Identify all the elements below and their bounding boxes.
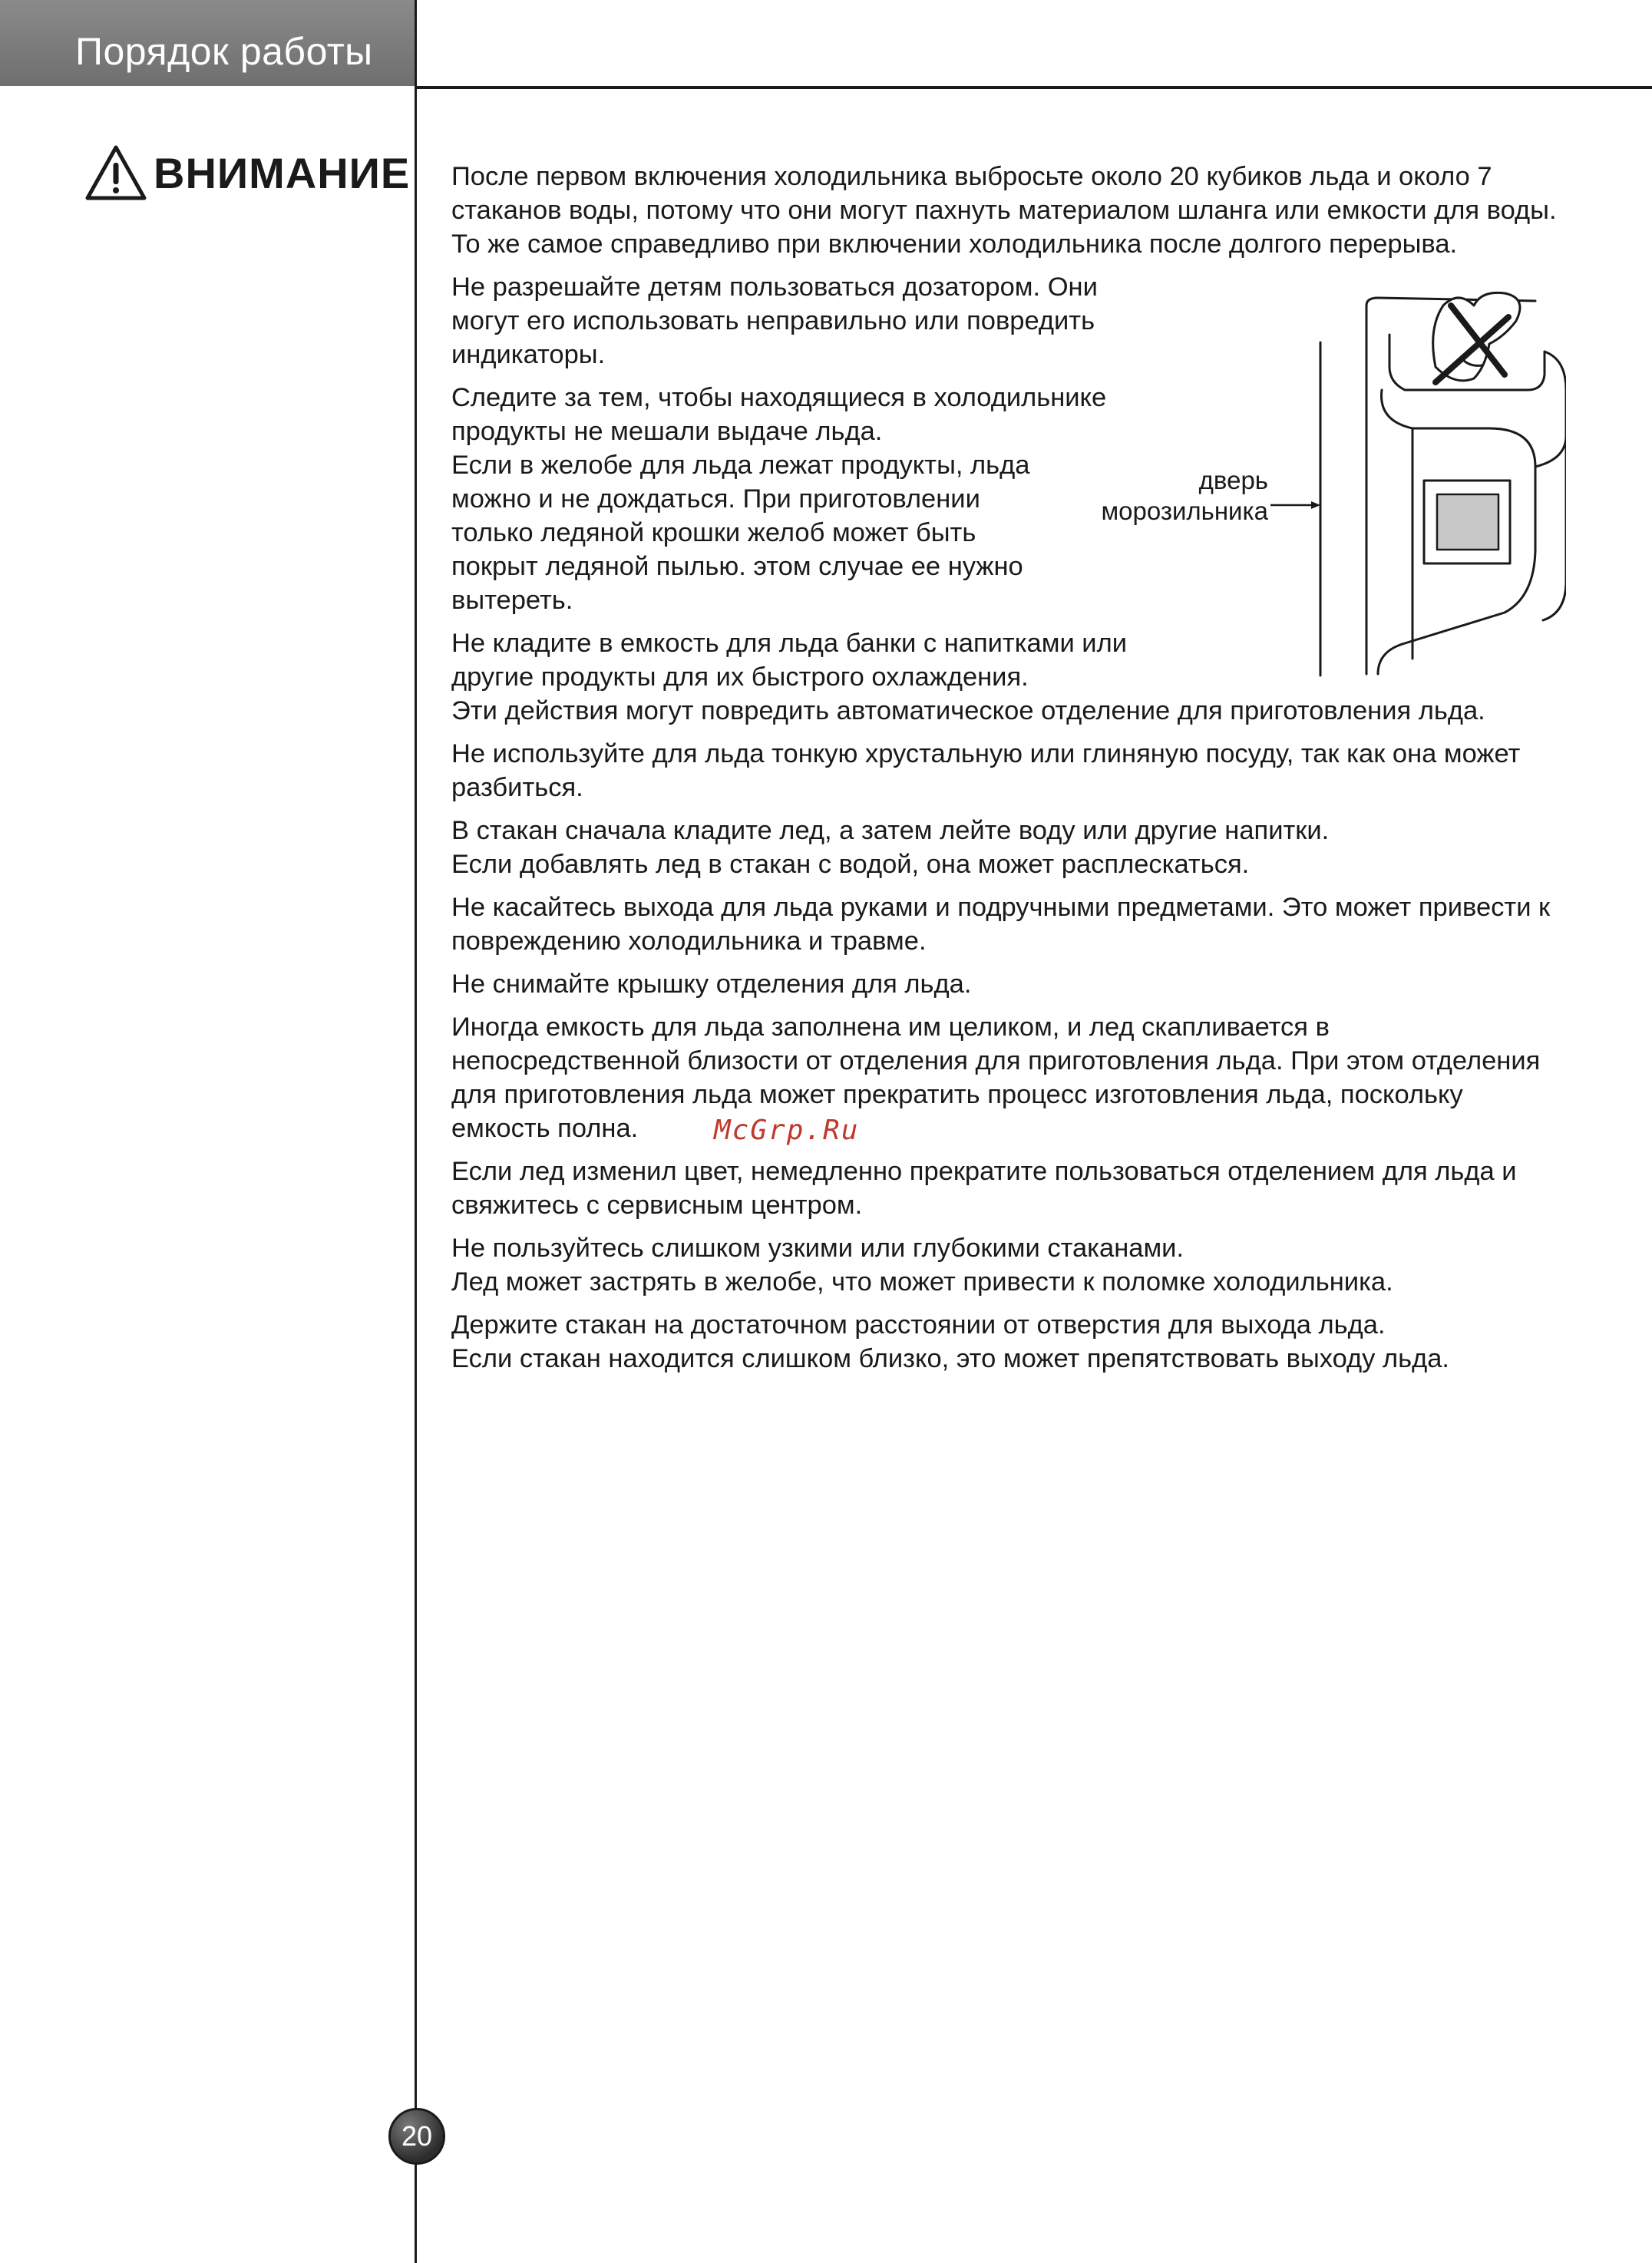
paragraph: Не кладите в емкость для льда банки с напитками или другие продукты для их быстрого охлаждения. [451, 629, 1127, 692]
label-line-1: дверь [1198, 466, 1268, 494]
paragraph: Лед может застрять в желобе, что может привести к поломке холодильника. [451, 1267, 1393, 1297]
paragraph: Если добавлять лед в стакан с водой, она может расплескаться. [451, 850, 1250, 879]
page-number: 20 [388, 2108, 445, 2165]
paragraph: Следите за тем, чтобы находящиеся в холодильнике продукты не мешали выдаче льда. [451, 383, 1107, 446]
label-line-2: морозильника [1101, 497, 1268, 525]
warning-triangle-icon [84, 144, 147, 201]
freezer-door-label [1075, 465, 1268, 527]
vertical-divider [415, 0, 417, 2263]
paragraph: Если лед изменил цвет, немедленно прекратите пользоваться отделением для льда и свяжитесь с сервисным центром. [451, 1157, 1517, 1220]
warning-heading [84, 144, 410, 201]
paragraph: Держите стакан на достаточном расстоянии от отверстия для выхода льда. [451, 1310, 1386, 1340]
watermark: McGrp.Ru [714, 1115, 860, 1146]
header-divider [415, 86, 1652, 89]
freezer-door-illustration [1075, 275, 1566, 689]
warning-label: ВНИМАНИЕ [154, 148, 411, 197]
paragraph: Если в желобе для льда лежат продукты, льда можно и не дождаться. При приготовлении только ледяной крошки желоб может быть покрыт ледяной пылью. этом случае ее нужно вытереть. [451, 451, 1030, 615]
page-section-title: Порядок работы [75, 30, 373, 73]
paragraph: Не используйте для льда тонкую хрустальную или глиняную посуду, так как она может разбиться. [451, 739, 1521, 802]
paragraph: После первом включения холодильника выбросьте около 20 кубиков льда и около 7 стаканов воды, потому что они могут пахнуть материалом шланга или емкости для воды. То же самое справедливо при включении холодильника после долгого перерыва. [451, 162, 1557, 259]
paragraph: Не касайтесь выхода для льда руками и подручными предметами. Это может привести к повреждению холодильника и травме. [451, 893, 1551, 956]
paragraph: Не снимайте крышку отделения для льда. [451, 970, 972, 999]
paragraph: Эти действия могут повредить автоматическое отделение для приготовления льда. [451, 696, 1485, 725]
paragraph: Иногда емкость для льда заполнена им целиком, и лед скапливается в непосредственной близости от отделения для приготовления льда. При этом отделения для приготовления льда может прекратить процесс изготовления льда, поскольку емкость полна. [451, 1013, 1541, 1143]
paragraph: Не разрешайте детям пользоваться дозатором. Они могут его использовать неправильно или повредить индикаторы. [451, 273, 1098, 369]
paragraph: В стакан сначала кладите лед, а затем лейте воду или другие напитки. [451, 816, 1330, 845]
paragraph: Не пользуйтесь слишком узкими или глубокими стаканами. [451, 1234, 1184, 1263]
paragraph: Если стакан находится слишком близко, это может препятствовать выходу льда. [451, 1344, 1450, 1373]
